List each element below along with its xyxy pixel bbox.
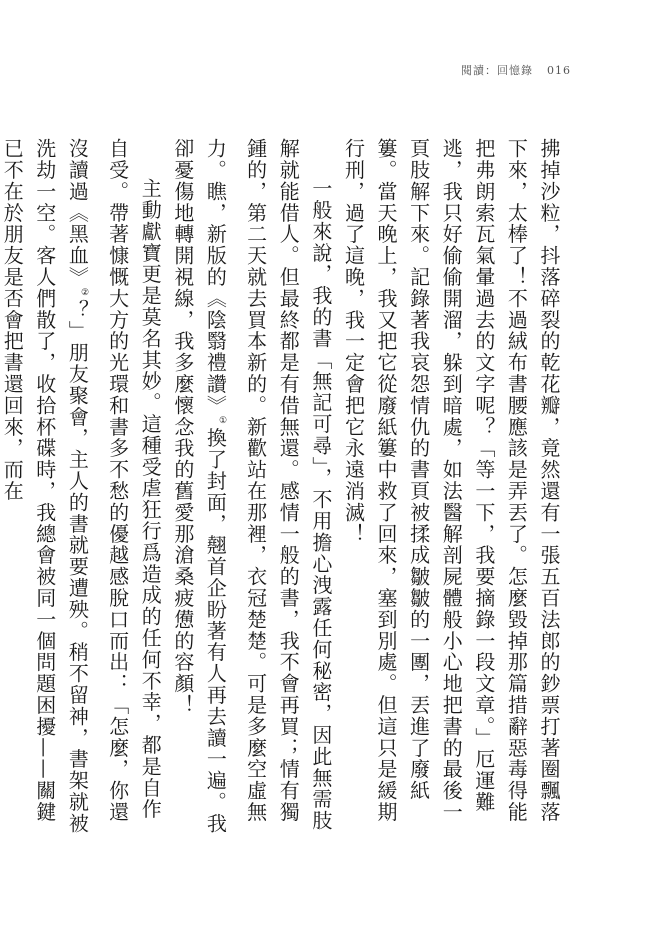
running-title: 閱讀：回憶錄	[461, 64, 533, 77]
paragraph-2: 一般來說，我的書「無記可尋」，不用擔心洩露任何秘密，因此無需肢解就能借人。但最終都是有借無還。感情一般的書，我不會再買；情有獨鍾的，第二天就去買本新的。新歡站在那裡，衣冠楚楚。可是多麼空虛無力。瞧，新版的《陰翳禮讚》①換了封面，翹首企盼著有人再去讀一遍。我卻憂傷地轉開視線，我多麼懷念我的舊愛那滄桑疲憊的容顏！	[170, 138, 333, 835]
running-header	[461, 62, 571, 78]
body-text	[0, 138, 565, 838]
paragraph-1: 拂掉沙粒，抖落碎裂的乾花瓣，竟然還有一張五百法郎的鈔票打著圈飄落下來，太棒了！不過絨布書腰應該是弄丟了。怎麼毀掉那篇措辭惡毒得能把弗朗索瓦氣暈過去的文字呢？「等一下，我要摘錄一段文章。」厄運難逃，我只好偷偷開溜，躲到暗處，如法醫解剖屍體般小心地把書的最後一頁肢解下來。記錄著我哀怨情仇的書頁被揉成皺皺的一團，丟進了廢紙簍。當天晚上，我又把它從廢紙簍中救了回來，塞到別處。但這只是緩期行刑，過了這晚，我一定會把它永遠消滅！	[341, 138, 561, 823]
page-number: 016	[547, 64, 571, 77]
footnote-marker-2: ②	[80, 287, 91, 300]
paragraph-3: 主動獻寶更是莫名其妙。這種受虐狂行爲造成的任何不幸，都是自作自受。帶著慷慨大方的光環和書多不愁的優越感脫口而出：「怎麼，你還沒讀過《黑血》②？」朋友聚會，主人的書就要遭殃。稍不留神，書架就被洗劫一空。客人們散了，收拾杯碟時，我總會被同一個問題困擾——關鍵已不在於朋友是否會把書還回來，而在	[0, 138, 163, 835]
footnote-marker-1: ①	[218, 416, 229, 428]
